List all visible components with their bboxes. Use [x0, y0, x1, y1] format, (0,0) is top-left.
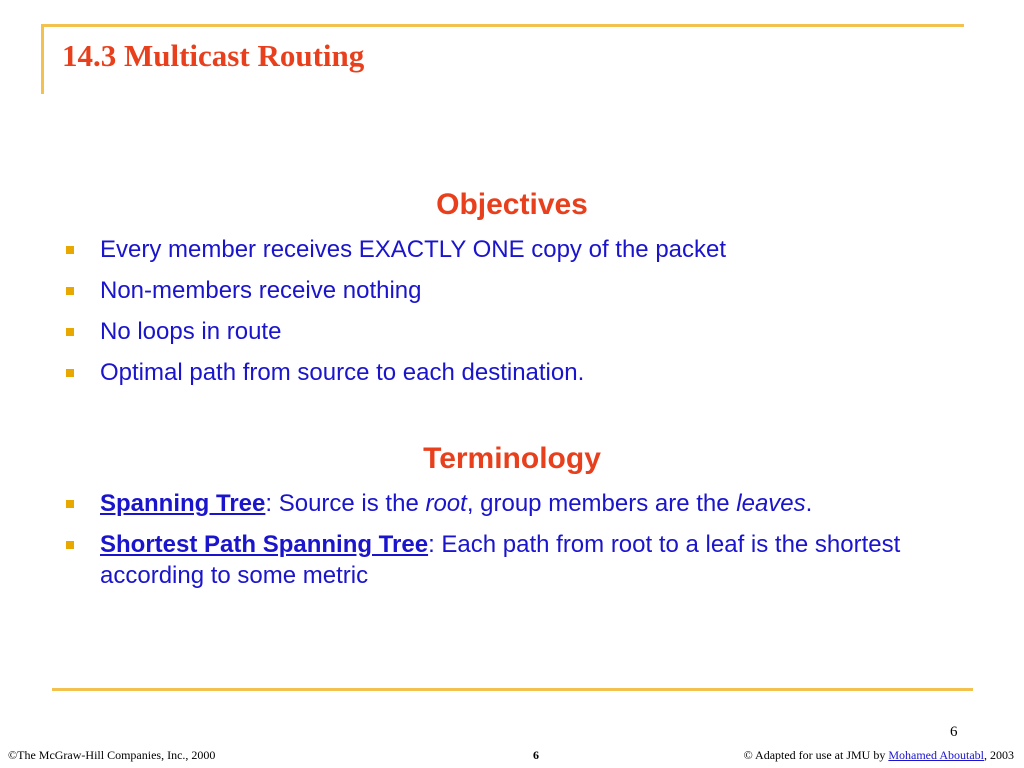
objective-text: Optimal path from source to each destination. [100, 359, 585, 386]
footer-adapted-credit [744, 748, 1014, 763]
author-link[interactable]: Mohamed Aboutabl [888, 748, 984, 762]
objective-text: No loops in route [100, 318, 282, 345]
term-shortest-path-spanning-tree: Shortest Path Spanning Tree [100, 531, 429, 558]
objective-text: Non-members receive nothing [100, 277, 422, 304]
definition-emphasis: root [425, 490, 467, 517]
square-bullet-icon [66, 328, 74, 336]
footer-slide-number: 6 [533, 748, 539, 762]
definition-text: , group members are the [466, 490, 737, 517]
frame-left-line [41, 24, 44, 94]
term-spanning-tree: Spanning Tree [100, 490, 266, 517]
footer-credit-prefix: © Adapted for use at JMU by [743, 748, 889, 762]
definition-emphasis: leaves [736, 490, 806, 517]
frame-top-line [42, 24, 964, 27]
objectives-heading: Objectives [436, 188, 588, 221]
footer-credit-suffix: , 2003 [984, 748, 1014, 762]
list-item [64, 316, 964, 347]
square-bullet-icon [66, 287, 74, 295]
objective-text: Every member receives EXACTLY ONE copy of the packet [100, 236, 727, 263]
objectives-list [64, 234, 964, 398]
footer-divider [52, 688, 973, 691]
list-item [64, 275, 964, 306]
list-item [64, 357, 964, 388]
definition-text: : Source is the [265, 490, 426, 517]
square-bullet-icon [66, 500, 74, 508]
square-bullet-icon [66, 369, 74, 377]
list-item [64, 529, 964, 591]
slide-title: 14.3 Multicast Routing [62, 38, 365, 73]
square-bullet-icon [66, 246, 74, 254]
terminology-list [64, 488, 964, 601]
list-item [64, 488, 964, 519]
page-number: 6 [950, 724, 958, 740]
square-bullet-icon [66, 541, 74, 549]
footer-copyright: ©The McGraw-Hill Companies, Inc., 2000 [8, 748, 216, 762]
list-item [64, 234, 964, 265]
terminology-heading: Terminology [423, 442, 601, 475]
definition-text: : Each path from root to a leaf is the shortest according to some metric [100, 531, 901, 589]
definition-text: . [805, 490, 813, 517]
